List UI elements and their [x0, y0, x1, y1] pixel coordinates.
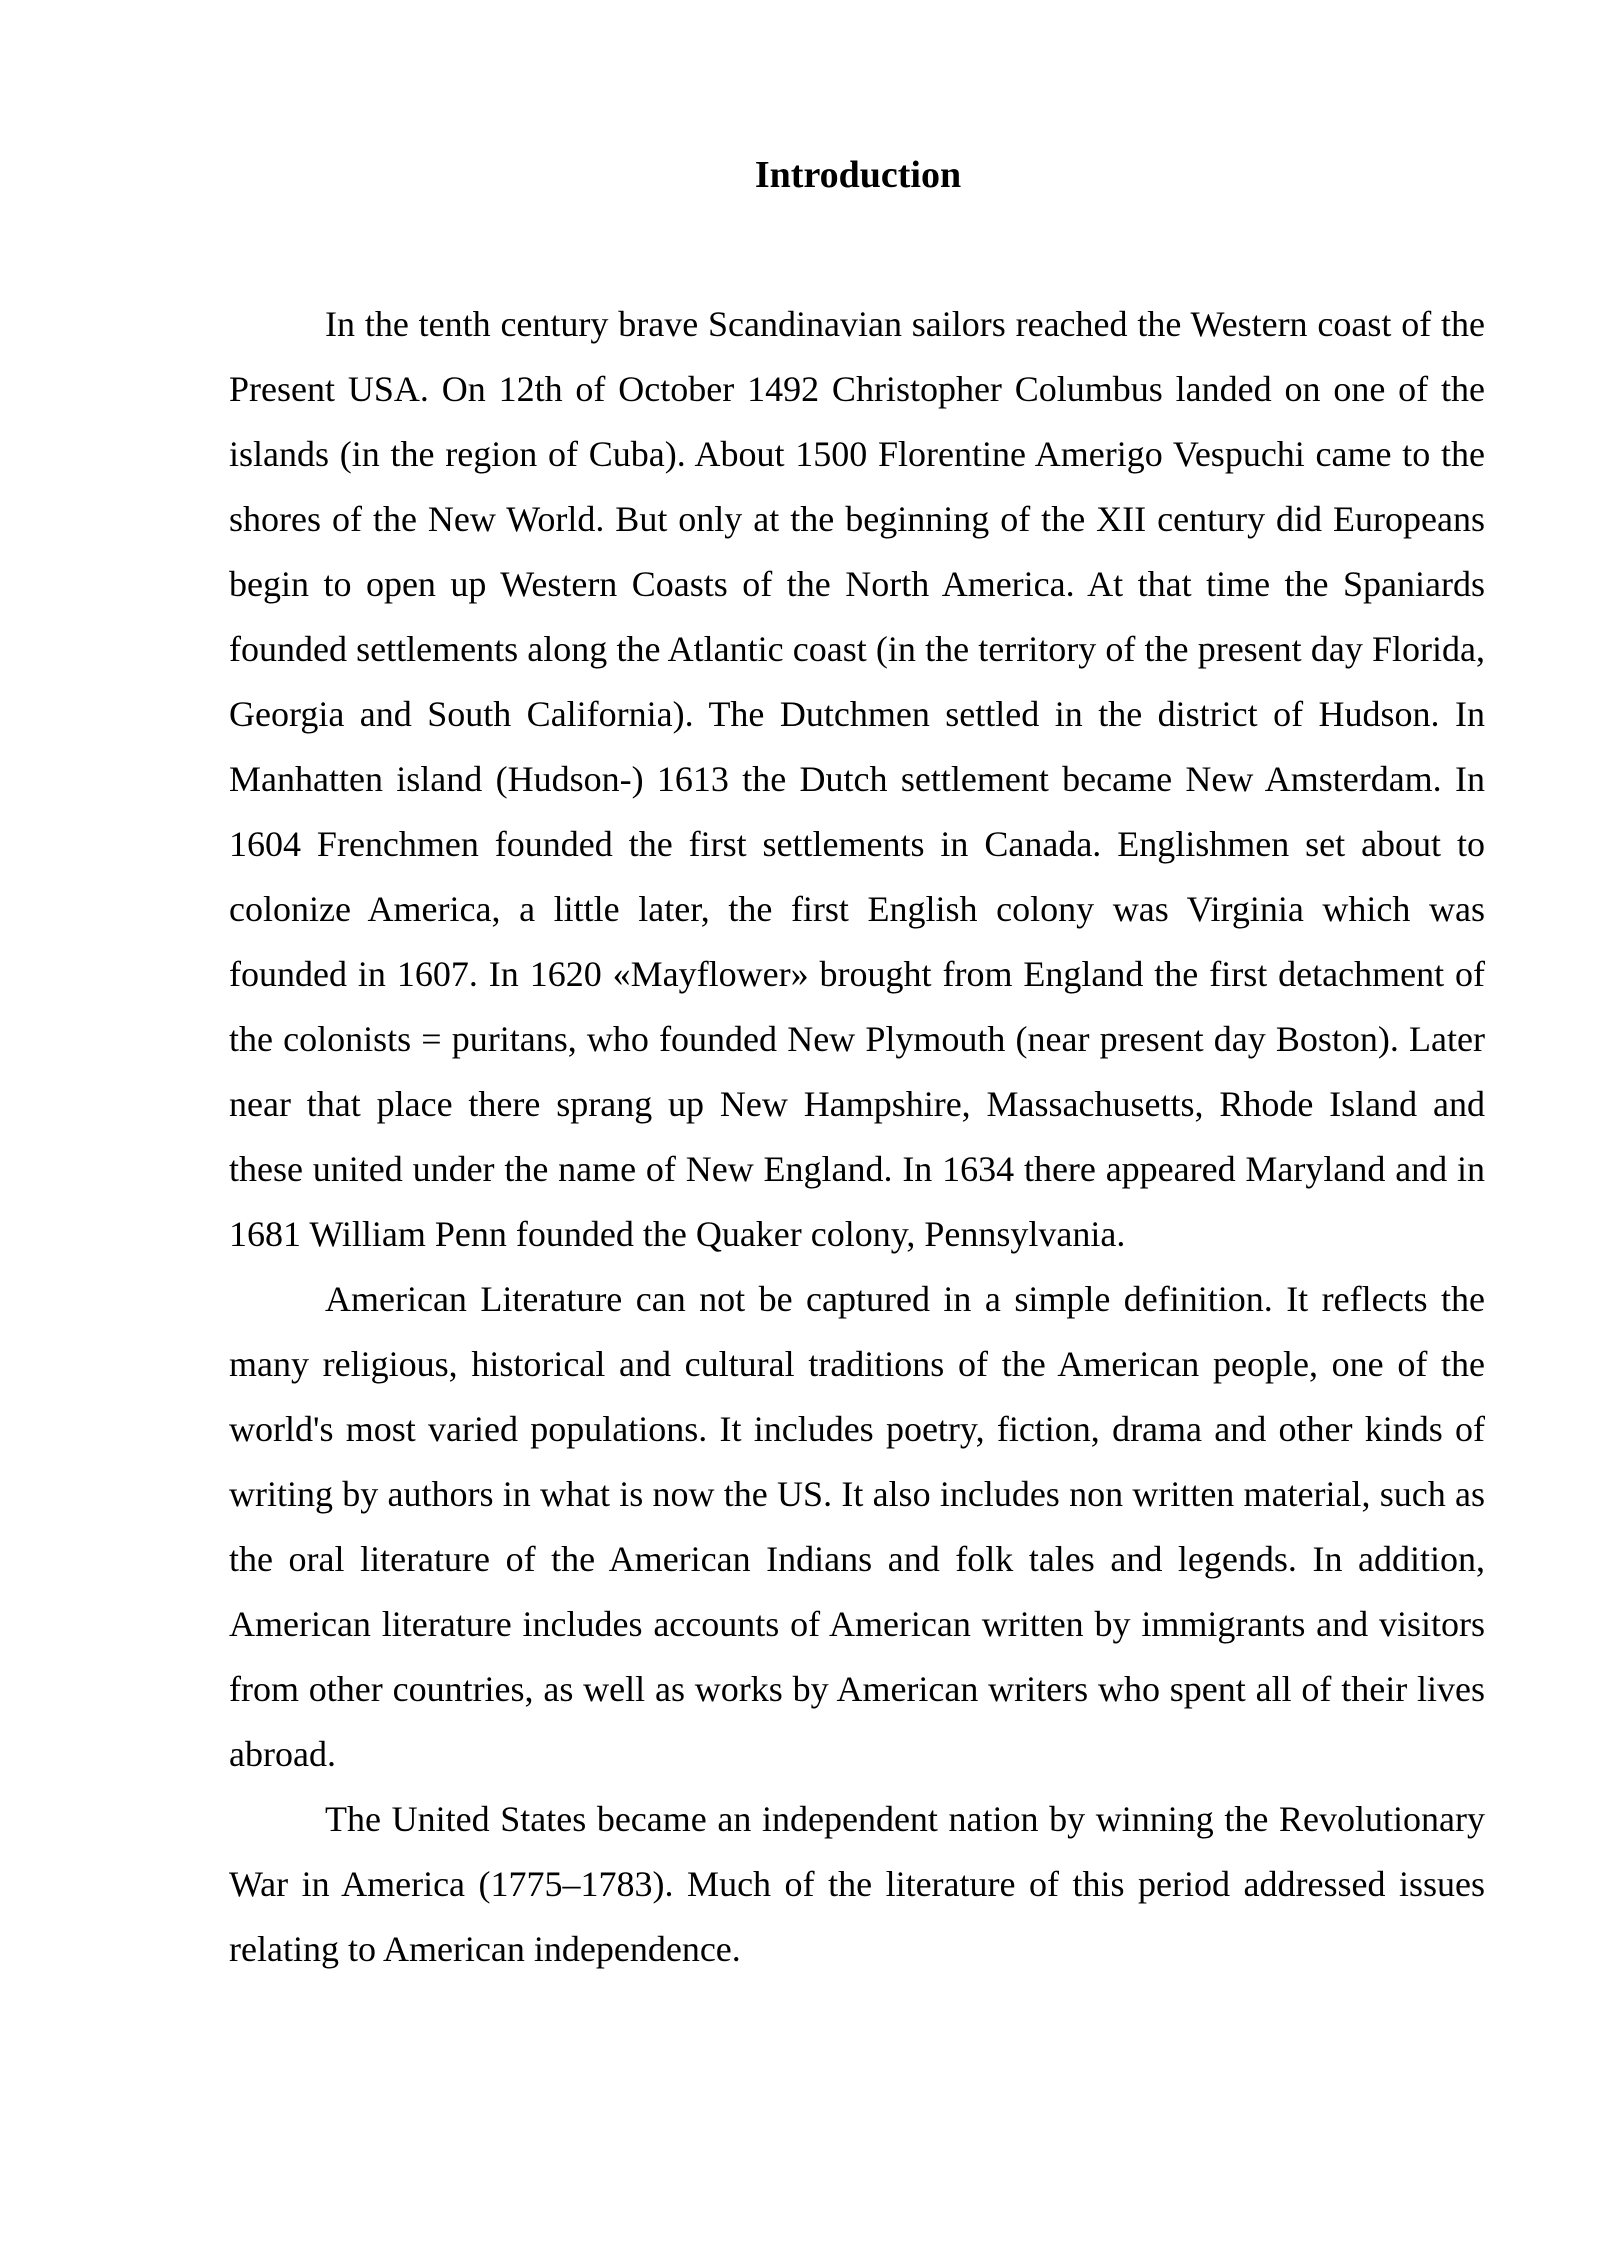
- paragraph-1: In the tenth century brave Scandinavian sailors reached the Western coast of the Present USA. On 12th of October 1492 Christopher Columbus landed on one of the islands (in the region of Cuba). About 1500 Florentine Amerigo Vespuchi came to the shores of the New World. But only at the beginning of the XII century did Europeans begin to open up Western Coasts of the North America. At that time the Spaniards founded settlements along the Atlantic coast (in the territory of the present day Florida, Georgia and South California). The Dutchmen settled in the district of Hudson. In Manhatten island (Hudson-) 1613 the Dutch settlement became New Amsterdam. In 1604 Frenchmen founded the first settlements in Canada. Englishmen set about to colonize America, a little later, the first English colony was Virginia which was founded in 1607. In 1620 «Mayflower» brought from England the first detachment of the colonists = puritans, who founded New Plymouth (near present day Boston). Later near that place there sprang up New Hampshire, Massachusetts, Rhode Island and these united under the name of New England. In 1634 there appeared Maryland and in 1681 William Penn founded the Quaker colony, Pennsylvania.: [229, 304, 1485, 1254]
- paragraph-3: The United States became an independent nation by winning the Revolutionary War in America (1775–1783). Much of the literature of this period addressed issues relating to American independence.: [229, 1799, 1485, 1969]
- document-body: [229, 292, 1485, 1982]
- page-title: Introduction: [754, 154, 962, 196]
- paragraph-2: American Literature can not be captured in a simple definition. It reflects the many religious, historical and cultural traditions of the American people, one of the world's most varied populations. It includes poetry, fiction, drama and other kinds of writing by authors in what is now the US. It also includes non written material, such as the oral literature of the American Indians and folk tales and legends. In addition, American literature includes accounts of American written by immigrants and visitors from other countries, as well as works by American writers who spent all of their lives abroad.: [229, 1279, 1485, 1774]
